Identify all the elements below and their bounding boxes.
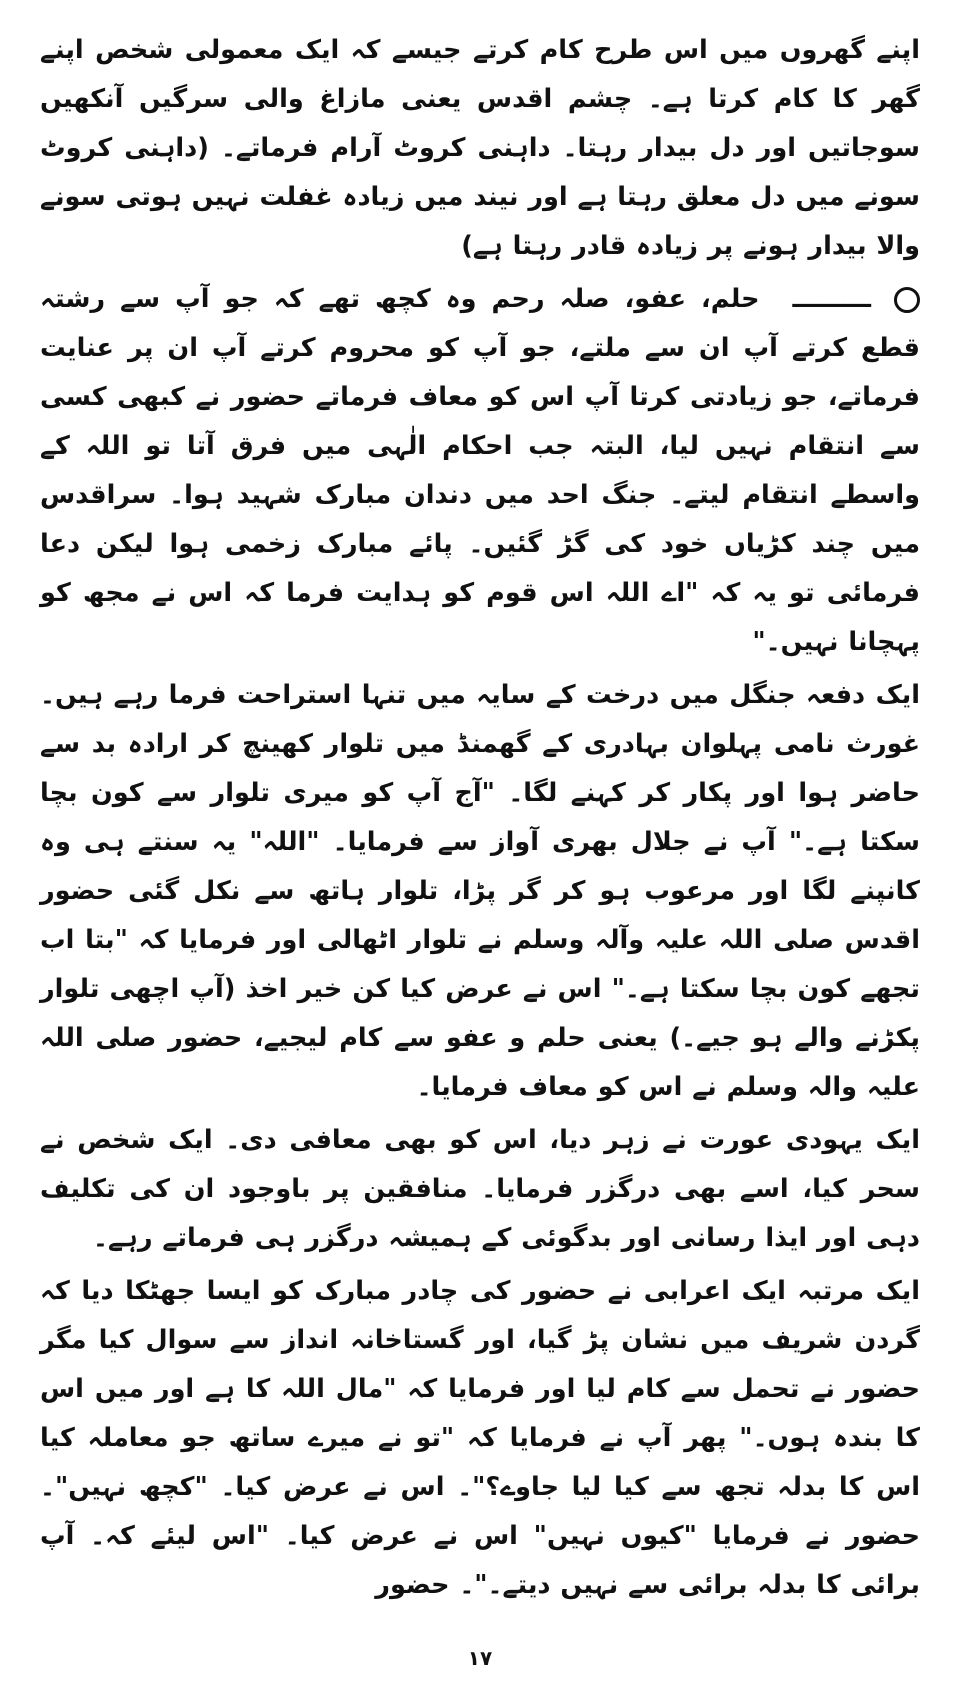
paragraph-1: اپنے گھروں میں اس طرح کام کرتے جیسے کہ ایک معمولی شخص اپنے گھر کا کام کرتا ہے۔ چشم اقدس یعنی مازاغ والی سرگیں آنکھیں سوجاتیں اور دل بیدار رہتا۔ داہنی کروٹ آرام فرماتے۔ (داہنی کروٹ سونے میں دل معلق رہتا ہے اور نیند میں زیادہ غفلت نہیں ہوتی سونے والا بیدار ہونے پر زیادہ قادر رہتا ہے): [40, 35, 920, 261]
paragraph-2-container: [40, 275, 920, 667]
paragraph-2: حلم، عفو، صلہ رحم وہ کچھ تھے کہ جو آپ سے رشتہ قطع کرتے آپ ان سے ملتے، جو آپ کو محروم کرتے آپ ان پر عنایت فرماتے، جو زیادتی کرتا آپ اس کو معاف فرماتے حضور نے کبھی کسی سے انتقام نہیں لیا، البتہ جب احکام الٰہی میں فرق آتا تو اللہ کے واسطے انتقام لیتے۔ جنگ احد میں دندان مبارک شہید ہوا۔ سراقدس میں چند کڑیاں خود کی گڑ گئیں۔ پائے مبارک زخمی ہوا لیکن دعا فرمائی تو یہ کہ "اے اللہ اس قوم کو ہدایت فرما کہ اس نے مجھ کو پہچانا نہیں۔": [40, 284, 920, 657]
paragraph-3: ایک دفعہ جنگل میں درخت کے سایہ میں تنہا استراحت فرما رہے ہیں۔ غورث نامی پہلوان بہادری کے گھمنڈ میں تلوار کھینچ کر ارادہ بد سے حاضر ہوا اور پکار کر کہنے لگا۔ "آج آپ کو میری تلوار سے کون بچا سکتا ہے۔" آپ نے جلال بھری آواز سے فرمایا۔ "اللہ" یہ سنتے ہی وہ کانپنے لگا اور مرعوب ہو کر گر پڑا، تلوار ہاتھ سے نکل گئی حضور اقدس صلی اللہ علیہ وآلہ وسلم نے تلوار اٹھالی اور فرمایا کہ "بتا اب تجھے کون بچا سکتا ہے۔" اس نے عرض کیا کن خیر اخذ (آپ اچھی تلوار پکڑنے والے ہو جیے۔) یعنی حلم و عفو سے کام لیجیے، حضور صلی اللہ علیہ والہ وسلم نے اس کو معاف فرمایا۔: [40, 680, 920, 1102]
paragraph-5: ایک مرتبہ ایک اعرابی نے حضور کی چادر مبارک کو ایسا جھٹکا دیا کہ گردن شریف میں نشان پڑ گیا، اور گستاخانہ انداز سے سوال کیا مگر حضور نے تحمل سے کام لیا اور فرمایا کہ "مال اللہ کا ہے اور میں اس کا بندہ ہوں۔" پھر آپ نے فرمایا کہ "تو نے میرے ساتھ جو معاملہ کیا اس کا بدلہ تجھ سے کیا لیا جاوے؟"۔ اس نے عرض کیا۔ "کچھ نہیں"۔ حضور نے فرمایا "کیوں نہیں" اس نے عرض کیا۔ "اس لیئے کہ۔ آپ برائی کا بدلہ برائی سے نہیں دیتے۔"۔ حضور: [40, 1276, 920, 1600]
section-dash-marker: ـــــــــ: [792, 284, 871, 314]
page-number: ١٧: [467, 1646, 493, 1670]
paragraph-4: ایک یہودی عورت نے زہر دیا، اس کو بھی معافی دی۔ ایک شخص نے سحر کیا، اسے بھی درگزر فرمایا۔ منافقین پر باوجود ان کی تکلیف دہی اور ایذا رسانی اور بدگوئی کے ہمیشہ درگزر ہی فرماتے رہے۔: [40, 1125, 920, 1253]
circle-bullet-icon: [894, 287, 920, 313]
